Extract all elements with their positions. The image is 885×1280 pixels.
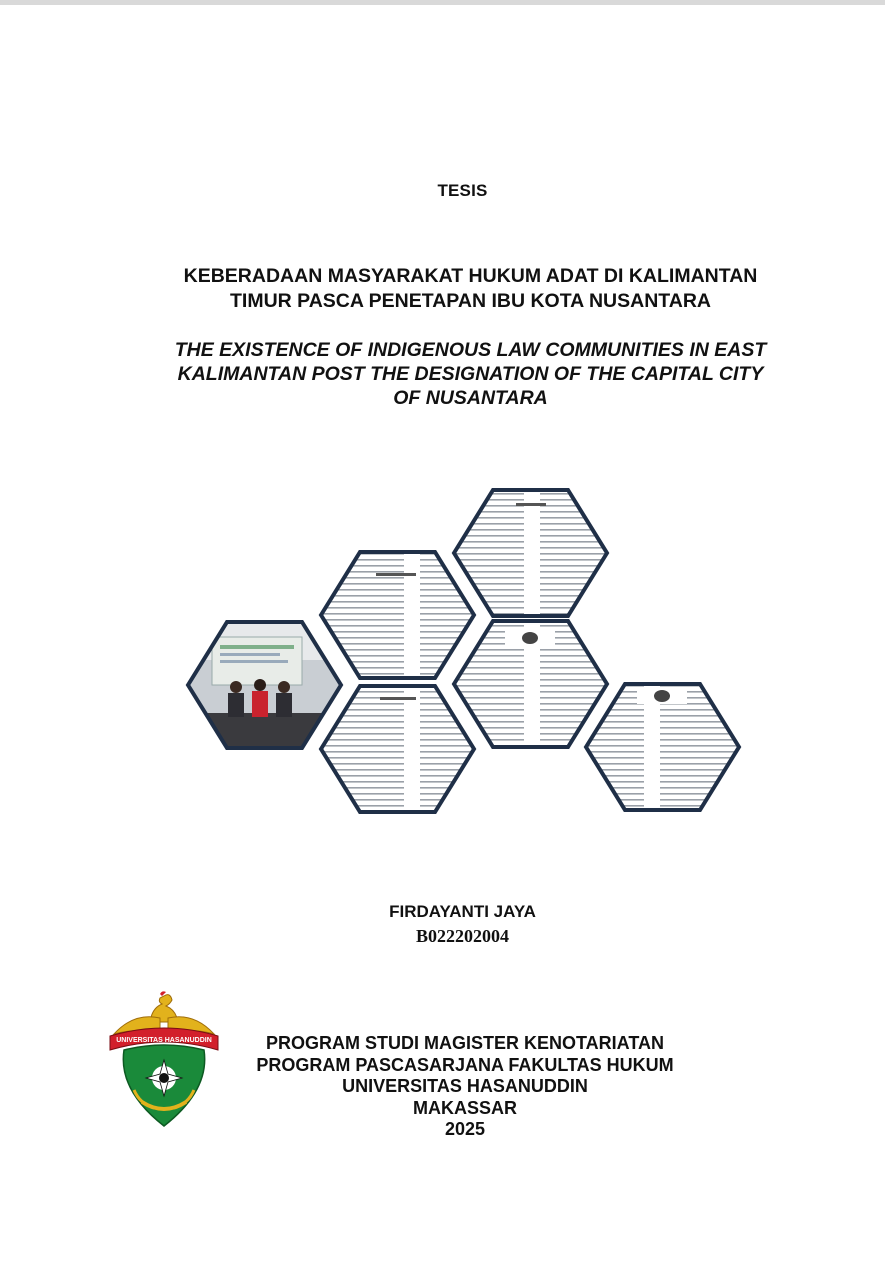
author-id: B022202004: [415, 926, 509, 946]
chapter-two-page-hexagon: [321, 686, 474, 812]
title-english-line: THE EXISTENCE OF INDIGENOUS LAW COMMUNITIES IN EAST: [174, 339, 767, 361]
hexagon-collage: [180, 485, 750, 820]
city-line: MAKASSAR: [412, 1097, 517, 1118]
university-line: UNIVERSITAS HASANUDDIN: [342, 1076, 588, 1096]
title-indonesian: [28, 264, 885, 314]
title-english: [28, 338, 885, 410]
chapter-one-page-hexagon: [454, 490, 607, 616]
faculty-line: PROGRAM PASCASARJANA FAKULTAS HUKUM: [256, 1054, 674, 1075]
title-english-line: OF NUSANTARA: [393, 387, 548, 409]
ministerial-decree-hexagon: [586, 684, 739, 810]
author-name: FIRDAYANTI JAYA: [389, 902, 536, 921]
institution-block: [240, 1033, 690, 1141]
title-english-line: KALIMANTAN POST THE DESIGNATION OF THE CAPITAL CITY: [177, 363, 764, 385]
title-indonesian-line: TIMUR PASCA PENETAPAN IBU KOTA NUSANTARA: [230, 290, 711, 312]
logo-banner-text: UNIVERSITAS HASANUDDIN: [116, 1037, 212, 1044]
university-logo: [106, 990, 222, 1130]
photo-hexagon: [180, 615, 350, 755]
year-line: 2025: [444, 1119, 486, 1139]
program-line: PROGRAM STUDI MAGISTER KENOTARIATAN: [266, 1033, 664, 1053]
abstract-page-hexagon: [321, 552, 474, 678]
regulation-page-hexagon: [454, 621, 607, 747]
document-type-label: TESIS: [437, 181, 488, 200]
top-edge: [0, 0, 885, 5]
title-indonesian-line: KEBERADAAN MASYARAKAT HUKUM ADAT DI KALIMANTAN: [183, 265, 758, 287]
